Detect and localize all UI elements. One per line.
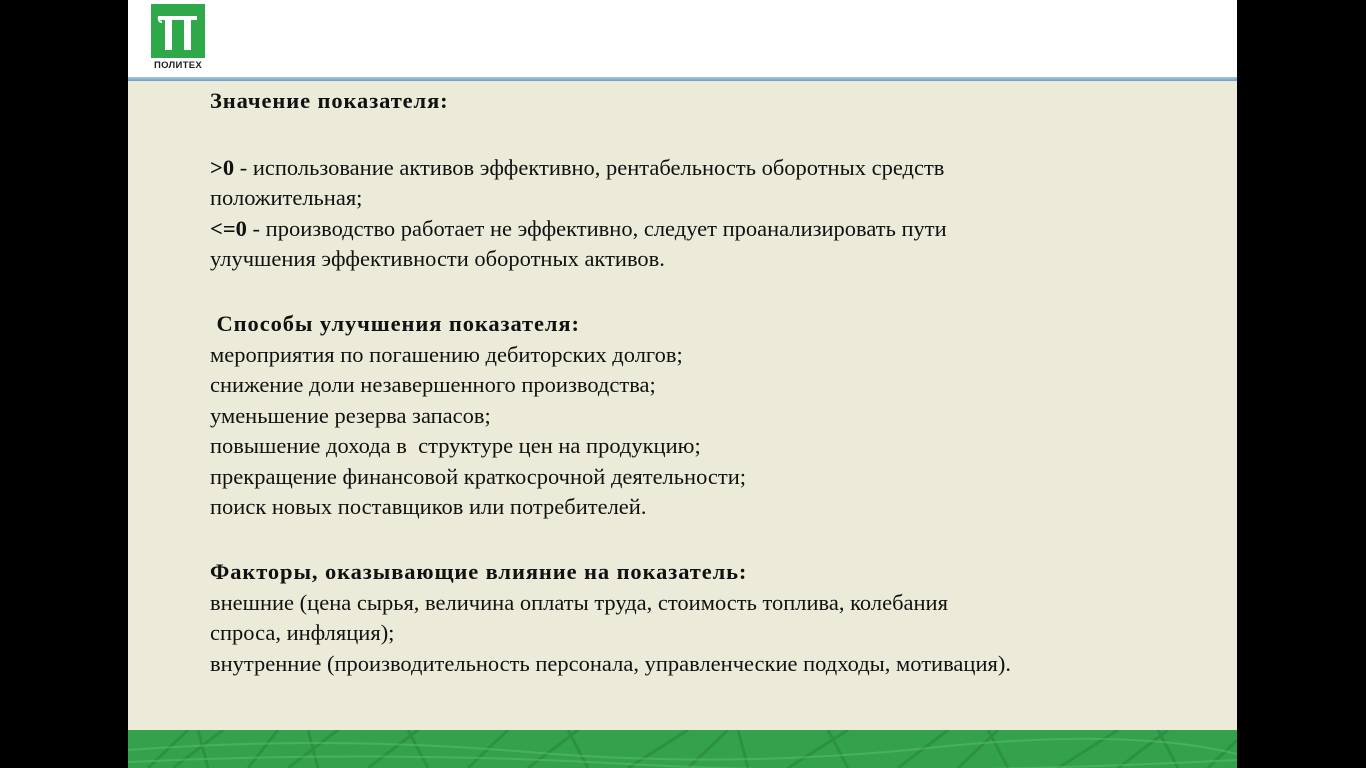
positive-marker: >0 xyxy=(210,155,235,180)
meaning-negative-line xyxy=(210,214,947,244)
meaning-positive-line xyxy=(210,153,944,183)
slide xyxy=(128,0,1237,768)
meaning-heading: Значение показателя: xyxy=(210,88,449,113)
factors-heading: Факторы, оказывающие влияние на показатель: xyxy=(210,559,748,584)
logo-pi-icon xyxy=(151,4,205,58)
negative-text: - производство работает не эффективно, следует проанализировать пути xyxy=(246,216,947,241)
factors-internal-line: внутренние (производительность персонала, управленческие подходы, мотивация). xyxy=(210,651,1011,676)
improvement-item: снижение доли незавершенного производства; xyxy=(210,372,656,397)
logo-text: ПОЛИТЕХ xyxy=(153,60,203,71)
improvement-item: мероприятия по погашению дебиторских долгов; xyxy=(210,342,683,367)
meaning-positive-line-2: положительная; xyxy=(210,185,363,210)
factors-external-line-2: спроса, инфляция); xyxy=(210,620,395,645)
factors-external-line: внешние (цена сырья, величина оплаты труда, стоимость топлива, колебания xyxy=(210,590,948,615)
improvement-item: прекращение финансовой краткосрочной деятельности; xyxy=(210,464,747,489)
improvement-item: уменьшение резерва запасов; xyxy=(210,403,491,428)
header-divider xyxy=(128,77,1237,81)
improvement-heading: Способы улучшения показателя: xyxy=(210,311,580,336)
positive-text: - использование активов эффективно, рентабельность оборотных средств xyxy=(234,155,945,180)
footer-decoration xyxy=(128,730,1237,768)
improvement-item: поиск новых поставщиков или потребителей. xyxy=(210,494,647,519)
improvement-item: повышение дохода в структуре цен на продукцию; xyxy=(210,433,701,458)
politeh-logo xyxy=(148,4,208,74)
meaning-negative-line-2: улучшения эффективности оборотных активов. xyxy=(210,246,665,271)
slide-header xyxy=(128,0,1237,77)
negative-marker: <=0 xyxy=(210,216,247,241)
